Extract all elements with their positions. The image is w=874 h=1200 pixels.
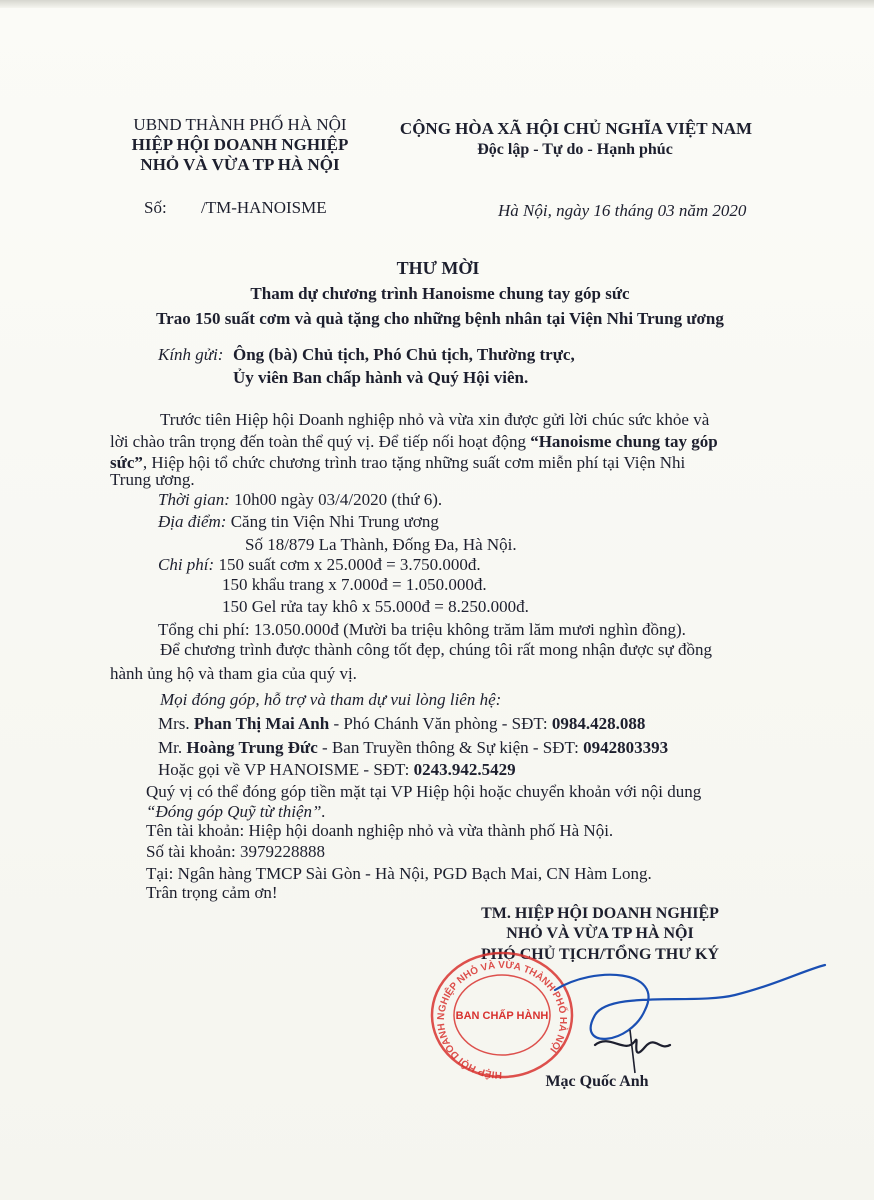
place-address: Số 18/879 La Thành, Đống Đa, Hà Nội. [245, 535, 517, 554]
header-org-line1: HIỆP HỘI DOANH NGHIỆP [131, 135, 349, 154]
thanks: Trân trọng cảm ơn! [146, 883, 278, 902]
p2-line1: Để chương trình được thành công tốt đẹp, chúng tôi rất mong nhận được sự đồng [160, 640, 713, 659]
doc-title: THƯ MỜI [396, 258, 480, 278]
header-motto: Độc lập - Tự do - Hạnh phúc [477, 141, 673, 158]
place-row: Địa điểm: Căng tin Viện Nhi Trung ương [158, 512, 439, 531]
contact-intro: Mọi đóng góp, hỗ trợ và tham dự vui lòng liên hệ: [160, 690, 502, 709]
p1-line3: sức”, Hiệp hội tổ chức chương trình trao tặng những suất cơm miễn phí tại Viện Nhi [110, 453, 686, 472]
sign-org-line1: TM. HIỆP HỘI DOANH NGHIỆP [481, 905, 719, 922]
contact-2: Mr. Hoàng Trung Đức - Ban Truyền thông & Sự kiện - SĐT: 0942803393 [158, 738, 669, 757]
greeting-line2: Ủy viên Ban chấp hành và Quý Hội viên. [233, 368, 529, 387]
account-name: Tên tài khoản: Hiệp hội doanh nghiệp nhỏ và vừa thành phố Hà Nội. [146, 821, 614, 840]
header-org-line2: NHỎ VÀ VỪA TP HÀ NỘI [140, 155, 340, 174]
place-date: Hà Nội, ngày 16 tháng 03 năm 2020 [498, 201, 747, 220]
bank-info: Tại: Ngân hàng TMCP Sài Gòn - Hà Nội, PGD Bạch Mai, CN Hàm Long. [146, 864, 652, 883]
cash-line-2: “Đóng góp Quỹ từ thiện”. [146, 802, 326, 821]
p1-line1: Trước tiên Hiệp hội Doanh nghiệp nhỏ và vừa xin được gửi lời chúc sức khỏe và [160, 410, 710, 429]
scan-edge [0, 0, 874, 8]
signer-name: Mạc Quốc Anh [545, 1073, 649, 1090]
cash-line-1: Quý vị có thể đóng góp tiền mặt tại VP Hiệp hội hoặc chuyển khoản với nội dung [146, 782, 702, 801]
cost-row-1: Chi phí: 150 suất cơm x 25.000đ = 3.750.000đ. [158, 555, 481, 574]
stamp-center-text: BAN CHẤP HÀNH [455, 1010, 549, 1022]
doc-subtitle-2: Trao 150 suất cơm và quà tặng cho những bệnh nhân tại Viện Nhi Trung ương [156, 309, 724, 328]
contact-3: Hoặc gọi về VP HANOISME - SĐT: 0243.942.5429 [158, 760, 516, 779]
doc-number-value: /TM-HANOISME [201, 198, 327, 217]
sign-title: PHÓ CHỦ TỊCH/TỔNG THƯ KÝ [481, 946, 719, 963]
p1-line4: Trung ương. [110, 470, 195, 489]
doc-subtitle-1: Tham dự chương trình Hanoisme chung tay góp sức [250, 284, 630, 303]
cost-row-3: 150 Gel rửa tay khô x 55.000đ = 8.250.000đ. [222, 597, 529, 616]
greeting-line1: Ông (bà) Chủ tịch, Phó Chủ tịch, Thường trực, [233, 345, 575, 364]
sign-org-line2: NHỎ VÀ VỪA TP HÀ NỘI [506, 925, 694, 942]
total-cost: Tổng chi phí: 13.050.000đ (Mười ba triệu không trăm lăm mươi nghìn đồng). [158, 620, 686, 639]
contact-1: Mrs. Phan Thị Mai Anh - Phó Chánh Văn phòng - SĐT: 0984.428.088 [158, 714, 646, 733]
p2-line2: hành ủng hộ và tham gia của quý vị. [110, 664, 357, 683]
cost-row-2: 150 khẩu trang x 7.000đ = 1.050.000đ. [222, 575, 487, 594]
p1-line2: lời chào trân trọng đến toàn thể quý vị. Để tiếp nối hoạt động “Hanoisme chung tay góp [110, 432, 718, 451]
doc-number-label: Số: [144, 198, 167, 217]
header-country: CỘNG HÒA XÃ HỘI CHỦ NGHĨA VIỆT NAM [399, 119, 753, 138]
time-row: Thời gian: 10h00 ngày 03/4/2020 (thứ 6). [158, 490, 443, 509]
stamp-ring-text: HIỆP HỘI DOANH NGHIỆP NHỎ VÀ VỪA THÀNH PHỐ HÀ NỘI [435, 959, 569, 1080]
account-number: Số tài khoản: 3979228888 [146, 842, 325, 861]
header-ubnd: UBND THÀNH PHỐ HÀ NỘI [133, 115, 347, 134]
greeting-label: Kính gửi: [158, 345, 224, 364]
